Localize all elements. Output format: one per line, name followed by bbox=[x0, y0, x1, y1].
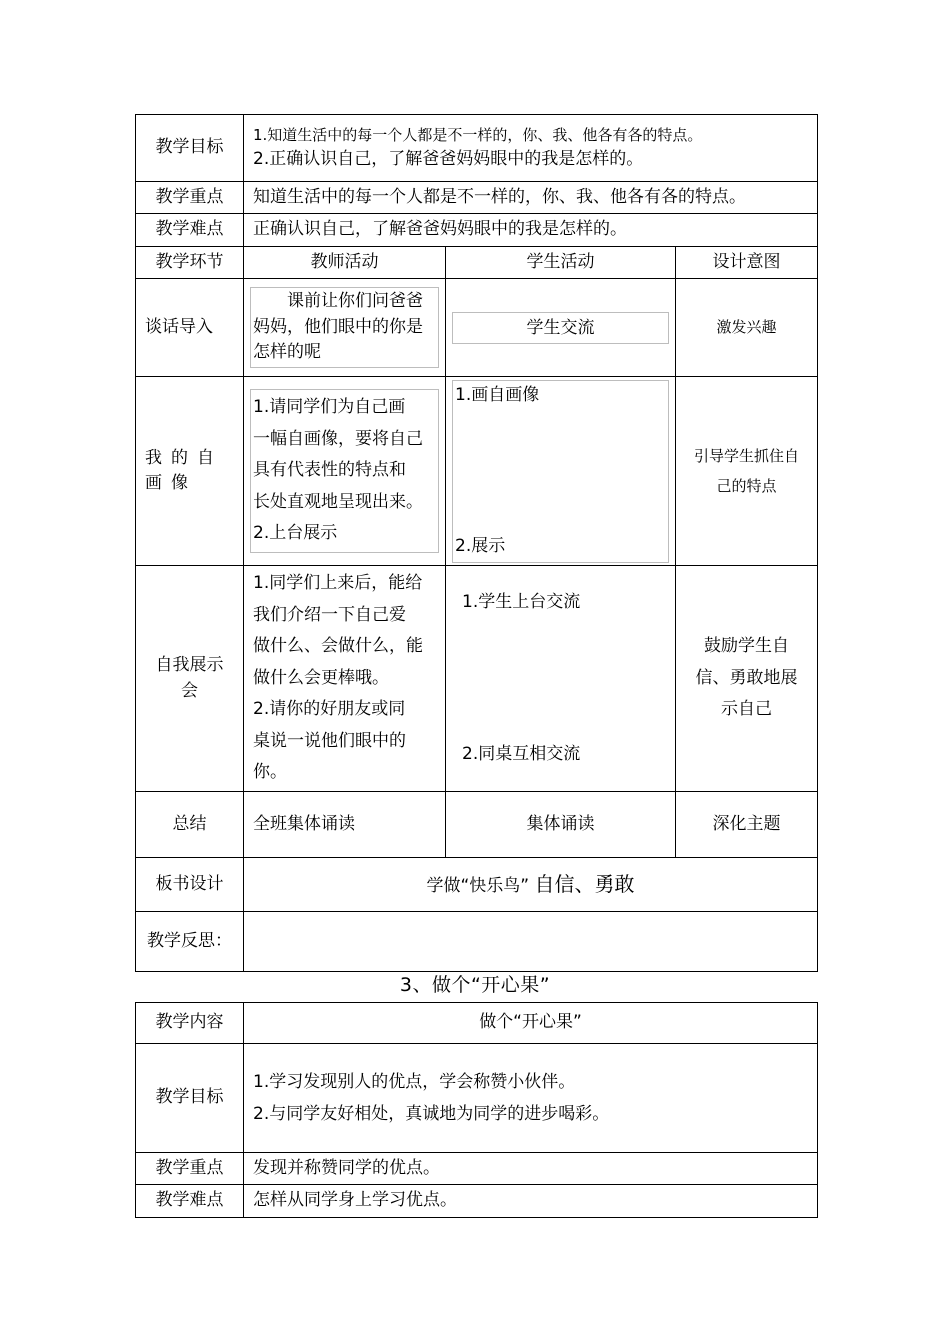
student-text-line: 2.同桌互相交流 bbox=[462, 744, 581, 764]
stage-row-self-portrait bbox=[136, 377, 818, 566]
goal-line-1: 1.学习发现别人的优点，学会称赞小伙伴。 bbox=[253, 1071, 576, 1092]
teacher-text-line: 课前让你们问爸爸 bbox=[287, 291, 423, 312]
board-design-row bbox=[136, 858, 818, 912]
teacher-activity-cell bbox=[244, 377, 446, 566]
reflection-content bbox=[244, 912, 818, 972]
difficulty-label: 教学难点 bbox=[136, 214, 244, 247]
teacher-text-line: 我们介绍一下自己爱 bbox=[253, 604, 406, 625]
student-activity-cell: 集体诵读 bbox=[446, 792, 676, 858]
header-teacher: 教师活动 bbox=[244, 247, 446, 279]
goal-line-2: 2.正确认识自己，了解爸爸妈妈眼中的我是怎样的。 bbox=[253, 148, 644, 169]
teacher-text-line: 1.请同学们为自己画 bbox=[253, 397, 406, 418]
teacher-text-line: 一幅自画像，要将自己 bbox=[253, 428, 423, 449]
teacher-text-line: 2.请你的好朋友或同 bbox=[253, 699, 406, 720]
student-activity-cell bbox=[446, 279, 676, 377]
intent-cell bbox=[676, 279, 818, 377]
intent-cell bbox=[676, 377, 818, 566]
content-label: 教学内容 bbox=[136, 1003, 244, 1044]
difficulty-label: 教学难点 bbox=[136, 1185, 244, 1218]
header-stage: 教学环节 bbox=[136, 247, 244, 279]
goal-content bbox=[244, 115, 818, 182]
student-text: 学生交流 bbox=[526, 317, 595, 338]
teacher-text-line: 具有代表性的特点和 bbox=[253, 460, 406, 481]
intent-cell bbox=[676, 566, 818, 792]
intent-text-line: 鼓励学生自 bbox=[704, 636, 789, 657]
stage-label bbox=[136, 566, 244, 792]
lesson-plan-table-1 bbox=[135, 114, 818, 972]
intent-text: 激发兴趣 bbox=[716, 318, 777, 337]
difficulty-text: 怎样从同学身上学习优点。 bbox=[244, 1185, 818, 1218]
content-row bbox=[136, 1003, 818, 1044]
teacher-text-line: 1.同学们上来后，能给 bbox=[253, 573, 423, 594]
key-point-row bbox=[136, 182, 818, 214]
key-point-label: 教学重点 bbox=[136, 1153, 244, 1185]
difficulty-row bbox=[136, 214, 818, 247]
intent-text-line: 引导学生抓住自 bbox=[693, 447, 799, 465]
reflection-label: 教学反思： bbox=[136, 912, 244, 972]
intent-text-line: 信、勇敢地展 bbox=[695, 667, 798, 688]
stage-label-text: 我的自画像 bbox=[145, 447, 223, 493]
reflection-row bbox=[136, 912, 818, 972]
stage-row-summary bbox=[136, 792, 818, 858]
stage-row-self-show bbox=[136, 566, 818, 792]
key-point-text: 知道生活中的每一个人都是不一样的，你、我、他各有各的特点。 bbox=[244, 182, 818, 214]
student-activity-box bbox=[452, 312, 669, 344]
key-point-text: 发现并称赞同学的优点。 bbox=[244, 1153, 818, 1185]
difficulty-row bbox=[136, 1185, 818, 1218]
board-label: 板书设计 bbox=[136, 858, 244, 912]
board-content bbox=[244, 858, 818, 912]
teacher-text-line: 你。 bbox=[253, 762, 287, 783]
goal-line-1: 1.知道生活中的每一个人都是不一样的，你、我、他各有各的特点。 bbox=[253, 126, 703, 144]
student-text-line: 2.展示 bbox=[455, 536, 506, 556]
column-header-row bbox=[136, 247, 818, 279]
intent-cell: 深化主题 bbox=[676, 792, 818, 858]
student-activity-cell bbox=[446, 377, 676, 566]
difficulty-text: 正确认识自己，了解爸爸妈妈眼中的我是怎样的。 bbox=[244, 214, 818, 247]
teacher-text-line: 怎样的呢 bbox=[253, 342, 321, 363]
student-activity-cell bbox=[446, 566, 676, 792]
teacher-text-line: 妈妈，他们眼中的你是 bbox=[253, 316, 423, 337]
goal-line-2: 2.与同学友好相处，真诚地为同学的进步喝彩。 bbox=[253, 1104, 610, 1124]
student-activity-box bbox=[452, 380, 669, 563]
board-text-1: 学做“快乐鸟” bbox=[426, 876, 530, 897]
stage-row-intro bbox=[136, 279, 818, 377]
lesson-title: 3、做个“开心果” bbox=[399, 974, 551, 996]
teacher-text-line: 长处直观地呈现出来。 bbox=[253, 491, 423, 512]
stage-label-text: 自我展示会 bbox=[155, 655, 224, 701]
intent-text-line: 己的特点 bbox=[716, 477, 777, 495]
goal-row bbox=[136, 115, 818, 182]
intent-text-line: 示自己 bbox=[721, 699, 772, 720]
header-student: 学生活动 bbox=[446, 247, 676, 279]
teacher-activity-cell: 全班集体诵读 bbox=[244, 792, 446, 858]
teacher-activity-box bbox=[250, 389, 439, 552]
goal-content bbox=[244, 1044, 818, 1153]
lesson-plan-table-2 bbox=[135, 1002, 818, 1218]
stage-label bbox=[136, 377, 244, 566]
header-intent: 设计意图 bbox=[676, 247, 818, 279]
board-text-2: 自信、勇敢 bbox=[534, 872, 635, 897]
teacher-text-line: 2.上台展示 bbox=[253, 523, 338, 544]
teacher-text-line: 桌说一说他们眼中的 bbox=[253, 730, 406, 751]
teacher-text-line: 做什么会更棒哦。 bbox=[253, 667, 389, 688]
student-text-line: 1.学生上台交流 bbox=[462, 592, 581, 612]
stage-label: 谈话导入 bbox=[136, 279, 244, 377]
stage-label: 总结 bbox=[136, 792, 244, 858]
goal-label: 教学目标 bbox=[136, 1044, 244, 1153]
content-text: 做个“开心果” bbox=[244, 1003, 818, 1044]
student-text-line: 1.画自画像 bbox=[455, 384, 540, 405]
key-point-row bbox=[136, 1153, 818, 1185]
key-point-label: 教学重点 bbox=[136, 182, 244, 214]
teacher-activity-cell bbox=[244, 566, 446, 792]
teacher-activity-box bbox=[250, 287, 439, 368]
teacher-text-line: 做什么、会做什么，能 bbox=[253, 636, 423, 657]
goal-row bbox=[136, 1044, 818, 1153]
goal-label: 教学目标 bbox=[136, 115, 244, 182]
teacher-activity-cell bbox=[244, 279, 446, 377]
